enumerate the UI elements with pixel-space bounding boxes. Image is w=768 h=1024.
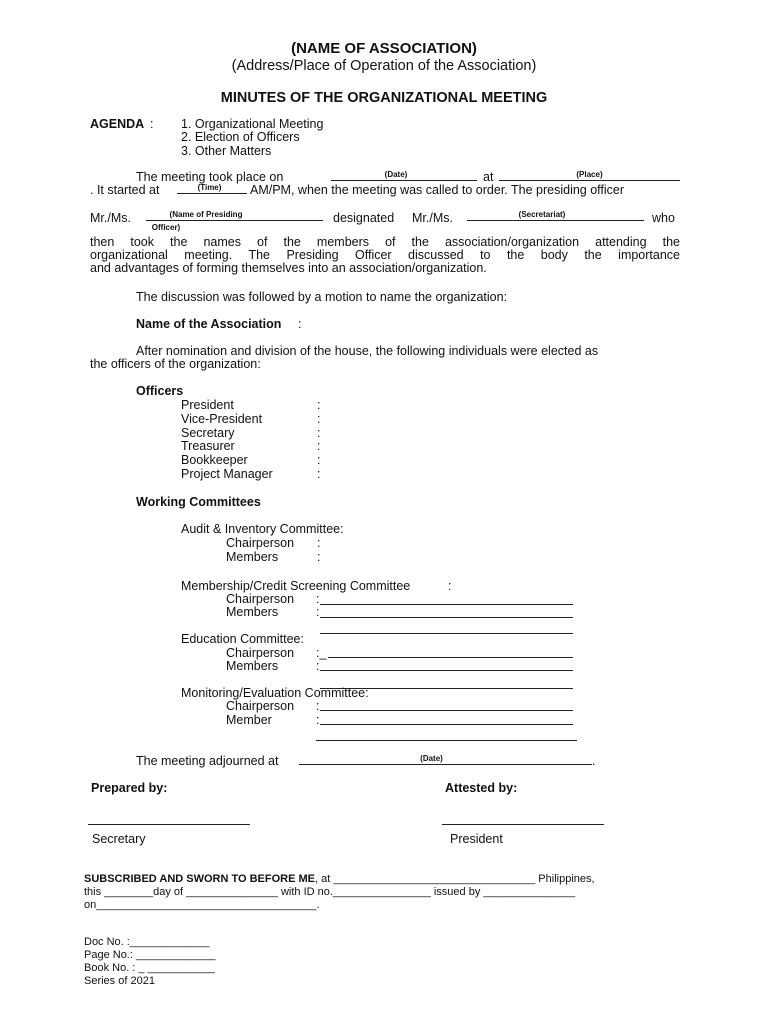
officer-colon: : xyxy=(317,412,321,426)
paragraph-line: then took the names of the members of the association/organization attending the xyxy=(90,235,680,249)
monitoring-member-colon: : xyxy=(316,713,320,727)
designated-text: designated xyxy=(333,211,395,225)
officer-label-project-manager: Project Manager xyxy=(181,467,273,481)
officer-label-treasurer: Treasurer xyxy=(181,439,235,453)
name-of-association-label: Name of the Association xyxy=(136,317,282,331)
place-hint: (Place) xyxy=(576,170,603,179)
prepared-by-label: Prepared by: xyxy=(91,781,168,795)
officer-label-bookkeeper: Bookkeeper xyxy=(181,453,248,467)
agenda-colon: : xyxy=(150,117,154,131)
notary-line-1 xyxy=(84,873,595,886)
name-colon: : xyxy=(298,317,302,331)
motion-text: The discussion was followed by a motion to name the organization: xyxy=(136,290,508,304)
education-members-line[interactable] xyxy=(320,670,573,671)
adjourned-date-hint: (Date) xyxy=(420,754,443,763)
monitoring-member-line-2[interactable] xyxy=(316,740,577,741)
time-blank-line[interactable] xyxy=(177,193,247,194)
education-committee-title: Education Committee: xyxy=(181,632,304,646)
adjourned-text: The meeting adjourned at xyxy=(136,754,279,768)
presiding-officer-blank-line[interactable] xyxy=(146,220,323,221)
secretariat-blank-line[interactable] xyxy=(467,220,644,221)
officer-colon: : xyxy=(317,453,321,467)
adjourned-date-line[interactable] xyxy=(299,764,592,765)
paragraph-line: organizational meeting. The Presiding Officer discussed to the body the importance xyxy=(90,248,680,262)
audit-members-colon: : xyxy=(317,550,321,564)
mr-ms-label: Mr./Ms. xyxy=(90,211,131,225)
subscribed-sworn-label: SUBSCRIBED AND SWORN TO BEFORE ME xyxy=(84,873,316,885)
membership-committee-title: Membership/Credit Screening Committee xyxy=(181,579,411,593)
who-text: who xyxy=(652,211,675,225)
membership-members-colon: : xyxy=(316,605,320,619)
education-members-label: Members xyxy=(226,659,279,673)
time-hint: (Time) xyxy=(197,183,222,192)
audit-committee-title: Audit & Inventory Committee: xyxy=(181,522,344,536)
meeting-intro-text: The meeting took place on xyxy=(136,170,284,184)
nomination-text-2: the officers of the organization: xyxy=(90,357,261,371)
working-committees-heading: Working Committees xyxy=(136,495,261,509)
monitoring-chair-label: Chairperson xyxy=(226,699,295,713)
president-signature-line[interactable] xyxy=(442,824,604,825)
paragraph-line: and advantages of forming themselves into an association/organization. xyxy=(90,261,487,275)
agenda-label: AGENDA xyxy=(90,117,145,131)
adjourned-period: . xyxy=(592,754,596,768)
secretariat-hint: (Secretariat) xyxy=(518,210,566,219)
education-chair-colon: :_ xyxy=(316,646,327,660)
secretary-signature-line[interactable] xyxy=(88,824,250,825)
nomination-text: After nomination and division of the house, the following individuals were elected as xyxy=(136,344,599,358)
page-no: Page No.: _____________ xyxy=(84,949,216,961)
notary-line-2: this ________day of _______________ with ID no.________________ issued by _______________ xyxy=(84,886,576,898)
membership-chair-label: Chairperson xyxy=(226,592,295,606)
doc-no: Doc No. :_____________ xyxy=(84,936,210,948)
monitoring-chair-colon: : xyxy=(316,699,320,713)
mr-ms-label-2: Mr./Ms. xyxy=(412,211,453,225)
membership-title-colon: : xyxy=(448,579,452,593)
document-title: MINUTES OF THE ORGANIZATIONAL MEETING xyxy=(220,90,548,106)
notary-place-text: , at _________________________________ Philippines, xyxy=(315,873,595,885)
agenda-item-1: 1. Organizational Meeting xyxy=(181,117,324,131)
membership-members-line[interactable] xyxy=(320,617,573,618)
ampm-text: AM/PM, when the meeting was called to order. The presiding officer xyxy=(250,183,625,197)
at-text: at xyxy=(483,170,494,184)
officer-hint: Officer) xyxy=(151,223,181,232)
place-blank-line[interactable] xyxy=(499,180,680,181)
officer-colon: : xyxy=(317,426,321,440)
officer-colon: : xyxy=(317,467,321,481)
book-no: Book No. : _ ___________ xyxy=(84,962,215,974)
membership-members-line-2[interactable] xyxy=(320,633,573,634)
membership-members-label: Members xyxy=(226,605,279,619)
officer-colon: : xyxy=(317,398,321,412)
audit-chair-label: Chairperson xyxy=(226,536,295,550)
audit-members-label: Members xyxy=(226,550,279,564)
officer-label-president: President xyxy=(181,398,234,412)
series-year: Series of 2021 xyxy=(84,975,155,987)
membership-chair-colon: : xyxy=(316,592,320,606)
education-chair-line[interactable] xyxy=(328,657,573,658)
monitoring-committee-title: Monitoring/Evaluation Committee: xyxy=(181,686,369,700)
officers-heading: Officers xyxy=(136,384,184,398)
association-name-title: (NAME OF ASSOCIATION) xyxy=(291,40,477,57)
date-blank-line[interactable] xyxy=(331,180,477,181)
monitoring-chair-line[interactable] xyxy=(320,710,573,711)
notary-line-3: on____________________________________. xyxy=(84,899,320,911)
agenda-item-2: 2. Election of Officers xyxy=(181,130,300,144)
agenda-item-3: 3. Other Matters xyxy=(181,144,272,158)
membership-chair-line[interactable] xyxy=(320,604,573,605)
presiding-hint: (Name of Presiding xyxy=(169,210,243,219)
attested-by-label: Attested by: xyxy=(445,781,518,795)
started-at-text: . It started at xyxy=(90,183,160,197)
monitoring-member-label: Member xyxy=(226,713,272,727)
association-address-subtitle: (Address/Place of Operation of the Association) xyxy=(231,58,537,74)
secretary-label: Secretary xyxy=(92,832,146,846)
president-label: President xyxy=(450,832,503,846)
education-chair-label: Chairperson xyxy=(226,646,295,660)
audit-chair-colon: : xyxy=(317,536,321,550)
monitoring-member-line[interactable] xyxy=(320,724,573,725)
officer-label-secretary: Secretary xyxy=(181,426,235,440)
date-hint: (Date) xyxy=(384,170,408,179)
officer-colon: : xyxy=(317,439,321,453)
officer-label-vice-president: Vice-President xyxy=(181,412,263,426)
education-members-colon: : xyxy=(316,659,320,673)
